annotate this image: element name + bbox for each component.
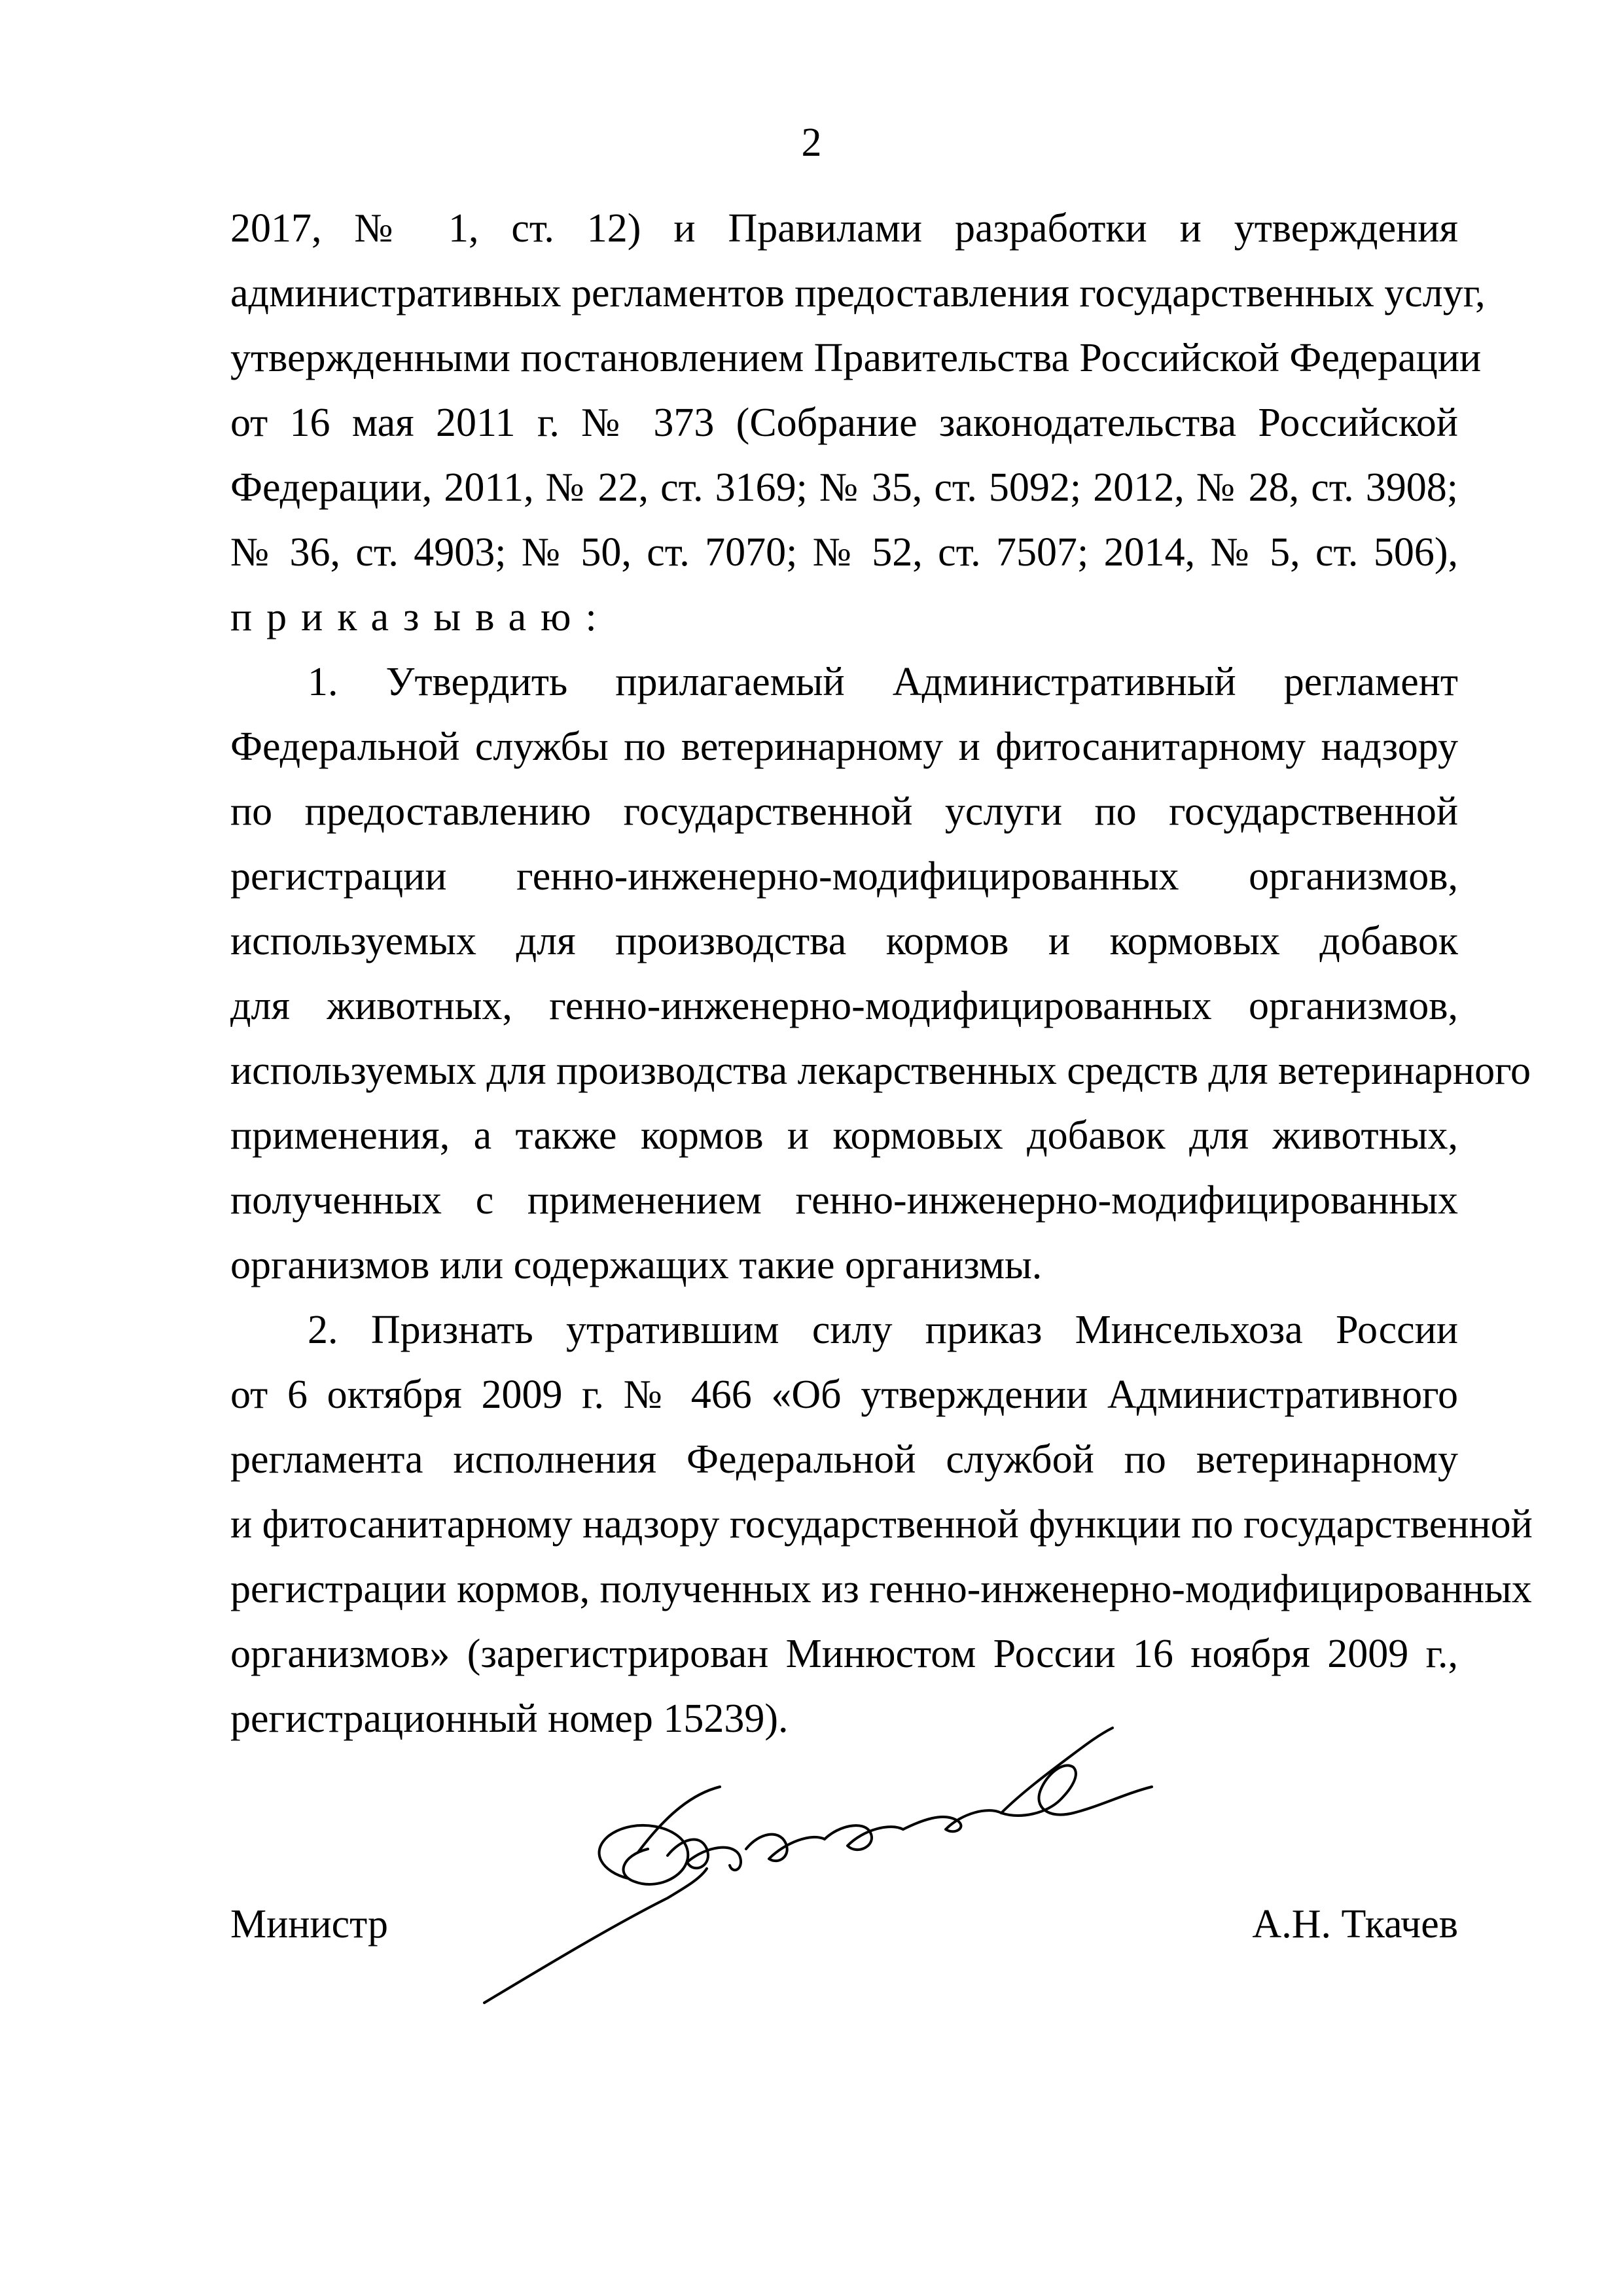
- signature-block: [230, 1898, 1458, 1950]
- text-line: организмов или содержащих такие организмы.: [230, 1243, 1043, 1287]
- text-line: используемых для производства кормов и кормовых добавок: [230, 919, 1458, 963]
- text-line: по предоставлению государственной услуги по государственной: [230, 789, 1458, 834]
- item-1-first-line: 1. Утвердить прилагаемый Административный регламент: [308, 660, 1458, 704]
- page-number: 2: [801, 120, 822, 165]
- text-line: полученных с применением генно-инженерно-модифицированных: [230, 1178, 1458, 1223]
- text-line: регистрации кормов, полученных из генно-инженерно-модифицированных: [230, 1567, 1532, 1611]
- item-2-first-line: 2. Признать утратившим силу приказ Минсельхоза России: [308, 1308, 1458, 1352]
- signer-title: Министр: [230, 1902, 389, 1946]
- order-keyword: приказываю:: [230, 595, 611, 639]
- signer-name: А.Н. Ткачев: [1252, 1902, 1458, 1946]
- text-line: утвержденными постановлением Правительства Российской Федерации: [230, 336, 1482, 380]
- text-line: Федеральной службы по ветеринарному и фитосанитарному надзору: [230, 725, 1458, 769]
- text-line: применения, а также кормов и кормовых добавок для животных,: [230, 1113, 1458, 1158]
- handwritten-signature: [471, 1715, 1204, 2016]
- text-line: административных регламентов предоставления государственных услуг,: [230, 271, 1486, 315]
- text-line: организмов» (зарегистрирован Минюстом России 16 ноября 2009 г.,: [230, 1632, 1458, 1676]
- text-line: и фитосанитарному надзору государственной функции по государственной: [230, 1502, 1533, 1547]
- text-line: от 16 мая 2011 г. № 373 (Собрание законодательства Российской: [230, 401, 1458, 445]
- document-body: [230, 196, 1533, 1751]
- text-line: от 6 октября 2009 г. № 466 «Об утверждении Административного: [230, 1372, 1458, 1417]
- text-line: регистрации генно-инженерно-модифицированных организмов,: [230, 854, 1458, 899]
- text-line: используемых для производства лекарственных средств для ветеринарного: [230, 1049, 1531, 1093]
- text-line: для животных, генно-инженерно-модифицированных организмов,: [230, 984, 1458, 1028]
- text-line: регистрационный номер 15239).: [230, 1696, 789, 1741]
- text-line: 2017, № 1, ст. 12) и Правилами разработки и утверждения: [230, 206, 1458, 251]
- text-line: Федерации, 2011, № 22, ст. 3169; № 35, ст. 5092; 2012, № 28, ст. 3908;: [230, 465, 1458, 510]
- text-line: регламента исполнения Федеральной службой по ветеринарному: [230, 1437, 1458, 1482]
- text-line: № 36, ст. 4903; № 50, ст. 7070; № 52, ст. 7507; 2014, № 5, ст. 506),: [230, 530, 1458, 575]
